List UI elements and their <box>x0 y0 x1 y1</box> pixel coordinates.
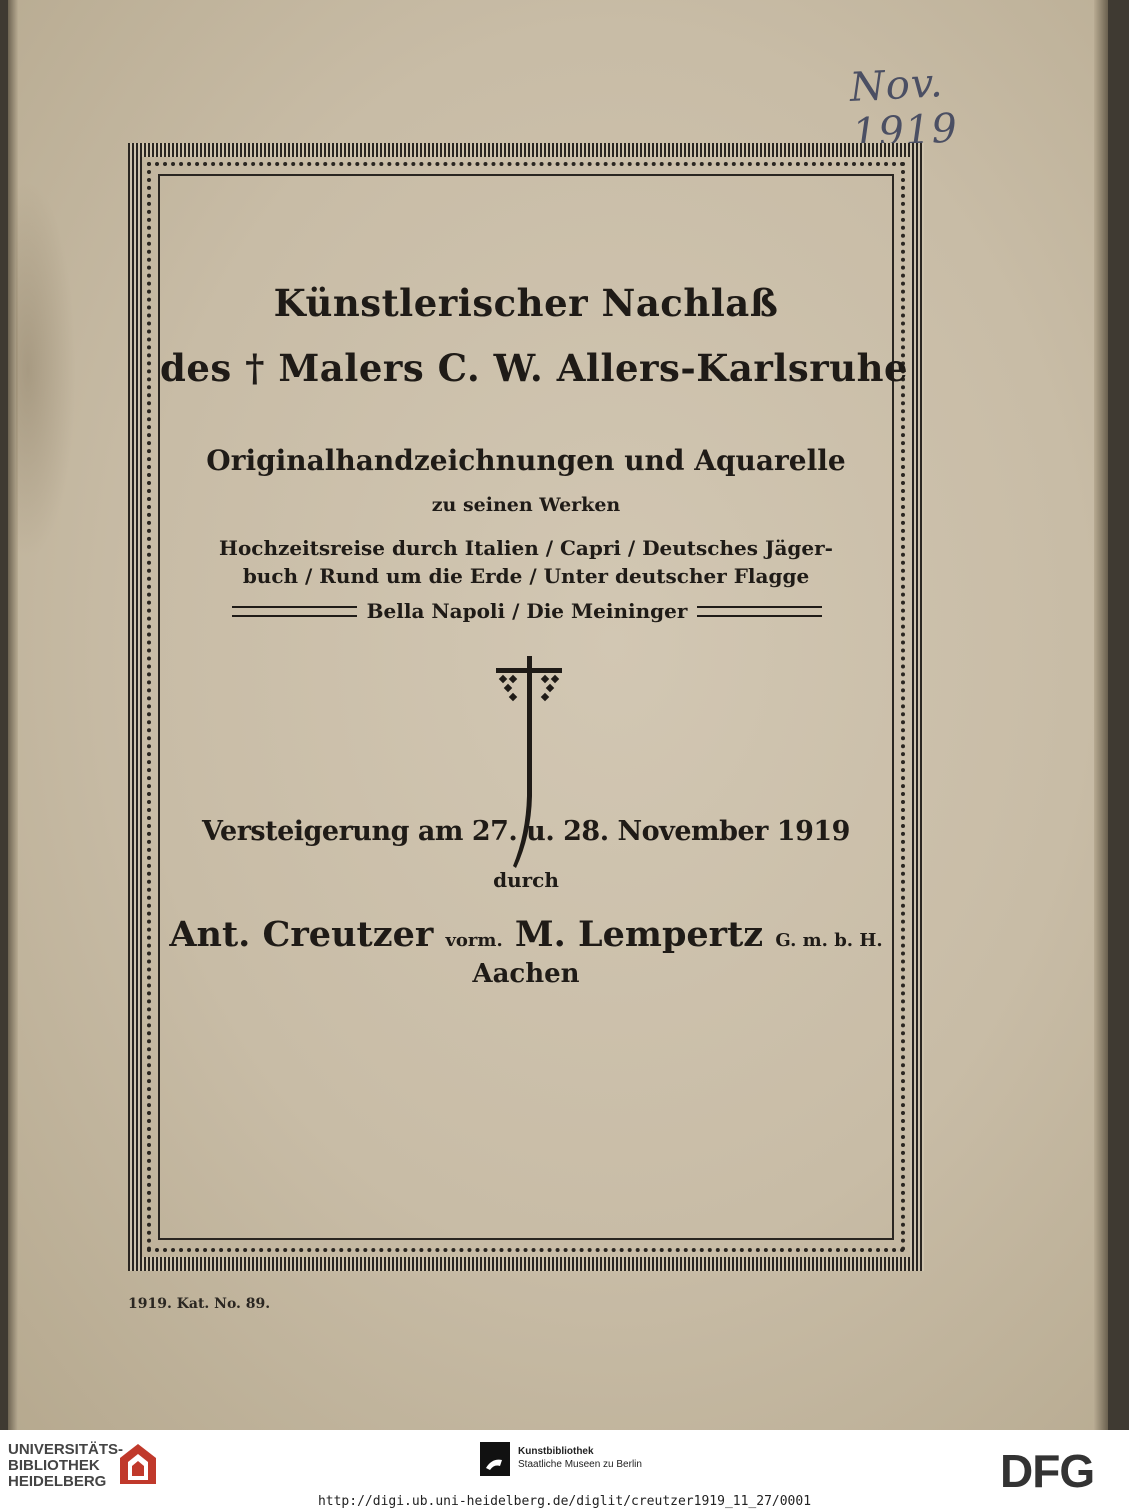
firm-suffix: G. m. b. H. <box>775 930 883 951</box>
kunstbibliothek-logo[interactable] <box>480 1442 680 1482</box>
double-rule-right <box>697 606 822 617</box>
by-line: durch <box>493 868 559 892</box>
subtitle: Originalhandzeichnungen und Aquarelle <box>206 444 846 477</box>
works-line-1: Hochzeitsreise durch Italien / Capri / Deutsches Jäger- <box>219 536 833 560</box>
title-line-1: Künstlerischer Nachlaß <box>273 281 779 325</box>
permalink-url[interactable]: http://digi.ub.uni-heidelberg.de/diglit/creutzer1919_11_27/0001 <box>317 1494 812 1509</box>
subtitle-2: zu seinen Werken <box>431 494 621 516</box>
works-line-3-row <box>232 596 822 626</box>
catalog-number: 1919. Kat. No. 89. <box>128 1296 271 1312</box>
works-line-3: Bella Napoli / Die Meininger <box>366 599 688 623</box>
ub-line-3: HEIDELBERG <box>8 1473 107 1490</box>
city: Aachen <box>472 959 580 989</box>
firm-name-1: Ant. Creutzer <box>169 914 434 955</box>
kunstbibliothek-icon <box>480 1442 510 1476</box>
paper-stain <box>16 180 76 560</box>
double-rule-left <box>232 606 357 617</box>
auction-date: Versteigerung am 27. u. 28. November 1919 <box>202 816 850 847</box>
firm-name-2: M. Lempertz <box>514 914 764 955</box>
title-line-2: des † Malers C. W. Allers-Karlsruhe <box>160 346 909 390</box>
dfg-logo[interactable]: DFG <box>1000 1445 1095 1497</box>
works-line-2: buch / Rund um die Erde / Unter deutscher Flagge <box>242 564 810 588</box>
cover-content <box>160 176 909 1238</box>
kb-subtitle: Staatliche Museen zu Berlin <box>518 1459 642 1470</box>
ub-heidelberg-logo-icon[interactable] <box>118 1438 158 1488</box>
firm-name <box>160 914 892 955</box>
firm-vorm: vorm. <box>445 930 503 951</box>
handwritten-date-note: Nov. 1919 <box>848 60 960 157</box>
viewer-footer <box>0 1430 1129 1512</box>
ub-heidelberg-label[interactable] <box>8 1442 123 1490</box>
ub-line-1: UNIVERSITÄTS- <box>8 1441 124 1458</box>
ub-line-2: BIBLIOTHEK <box>8 1457 100 1474</box>
kb-title: Kunstbibliothek <box>518 1446 594 1457</box>
